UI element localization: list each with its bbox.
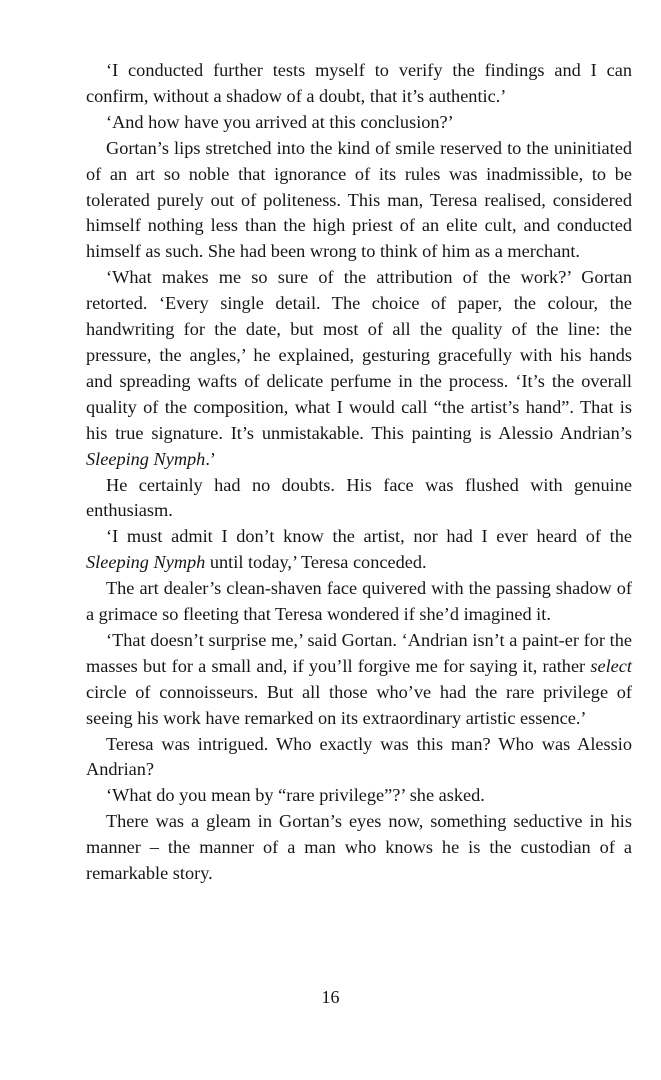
page-number: 16	[321, 987, 340, 1007]
paragraph: ‘And how have you arrived at this conclusion?’	[106, 111, 454, 132]
work-title: Sleeping Nymph	[86, 448, 206, 469]
paragraph: The art dealer’s clean-shaven face quivered with the passing shadow of a grimace so fleeting that Teresa wondered if she’d imagined it.	[86, 578, 632, 625]
paragraph: ‘I must admit I don’t know the artist, nor had I ever heard of the Sleeping Nymph until today,’ Teresa conceded.	[86, 526, 632, 573]
emphasis: select	[590, 655, 632, 676]
body-text	[86, 58, 632, 887]
work-title: Sleeping Nymph	[86, 552, 206, 573]
paragraph: ‘I conducted further tests myself to verify the findings and I can confirm, without a shadow of a doubt, that it’s authentic.’	[86, 60, 632, 106]
paragraph: ‘What makes me so sure of the attribution of the work?’ Gortan retorted. ‘Every single detail. The choice of paper, the colour, the handwriting for the date, but most of all the quality of the line: the pressure, the angles,’ he explained, gesturing gracefully with his hands and spreading wafts of delicate perfume in the process. ‘It’s the overall quality of the composition, what I would call “the artist’s hand”. That is his true signature. It’s unmistakable. This painting is Alessio Andrian’s Sleeping Nymph.’	[86, 267, 632, 469]
paragraph: Gortan’s lips stretched into the kind of smile reserved to the uninitiated of an art so noble that ignorance of its rules was inadmissible, to be tolerated purely out of politeness. This man, Teresa realised, considered himself nothing less than the high priest of an elite cult, and conducted himself as such. She had been wrong to think of him as a merchant.	[86, 137, 632, 262]
paragraph: ‘That doesn’t surprise me,’ said Gortan. ‘Andrian isn’t a paint-er for the masses but for a small and, if you’ll forgive me for saying it, rather select circle of connoisseurs. But all those who’ve had the rare privilege of seeing his work have remarked on its extraordinary artistic essence.’	[86, 629, 632, 728]
paragraph: There was a gleam in Gortan’s eyes now, something seductive in his manner – the manner of a man who knows he is the custodian of a remarkable story.	[86, 811, 632, 884]
paragraph: ‘What do you mean by “rare privilege”?’ she asked.	[106, 785, 485, 806]
paragraph: He certainly had no doubts. His face was flushed with genuine enthusiasm.	[86, 474, 632, 521]
paragraph: Teresa was intrigued. Who exactly was this man? Who was Alessio Andrian?	[86, 733, 632, 780]
